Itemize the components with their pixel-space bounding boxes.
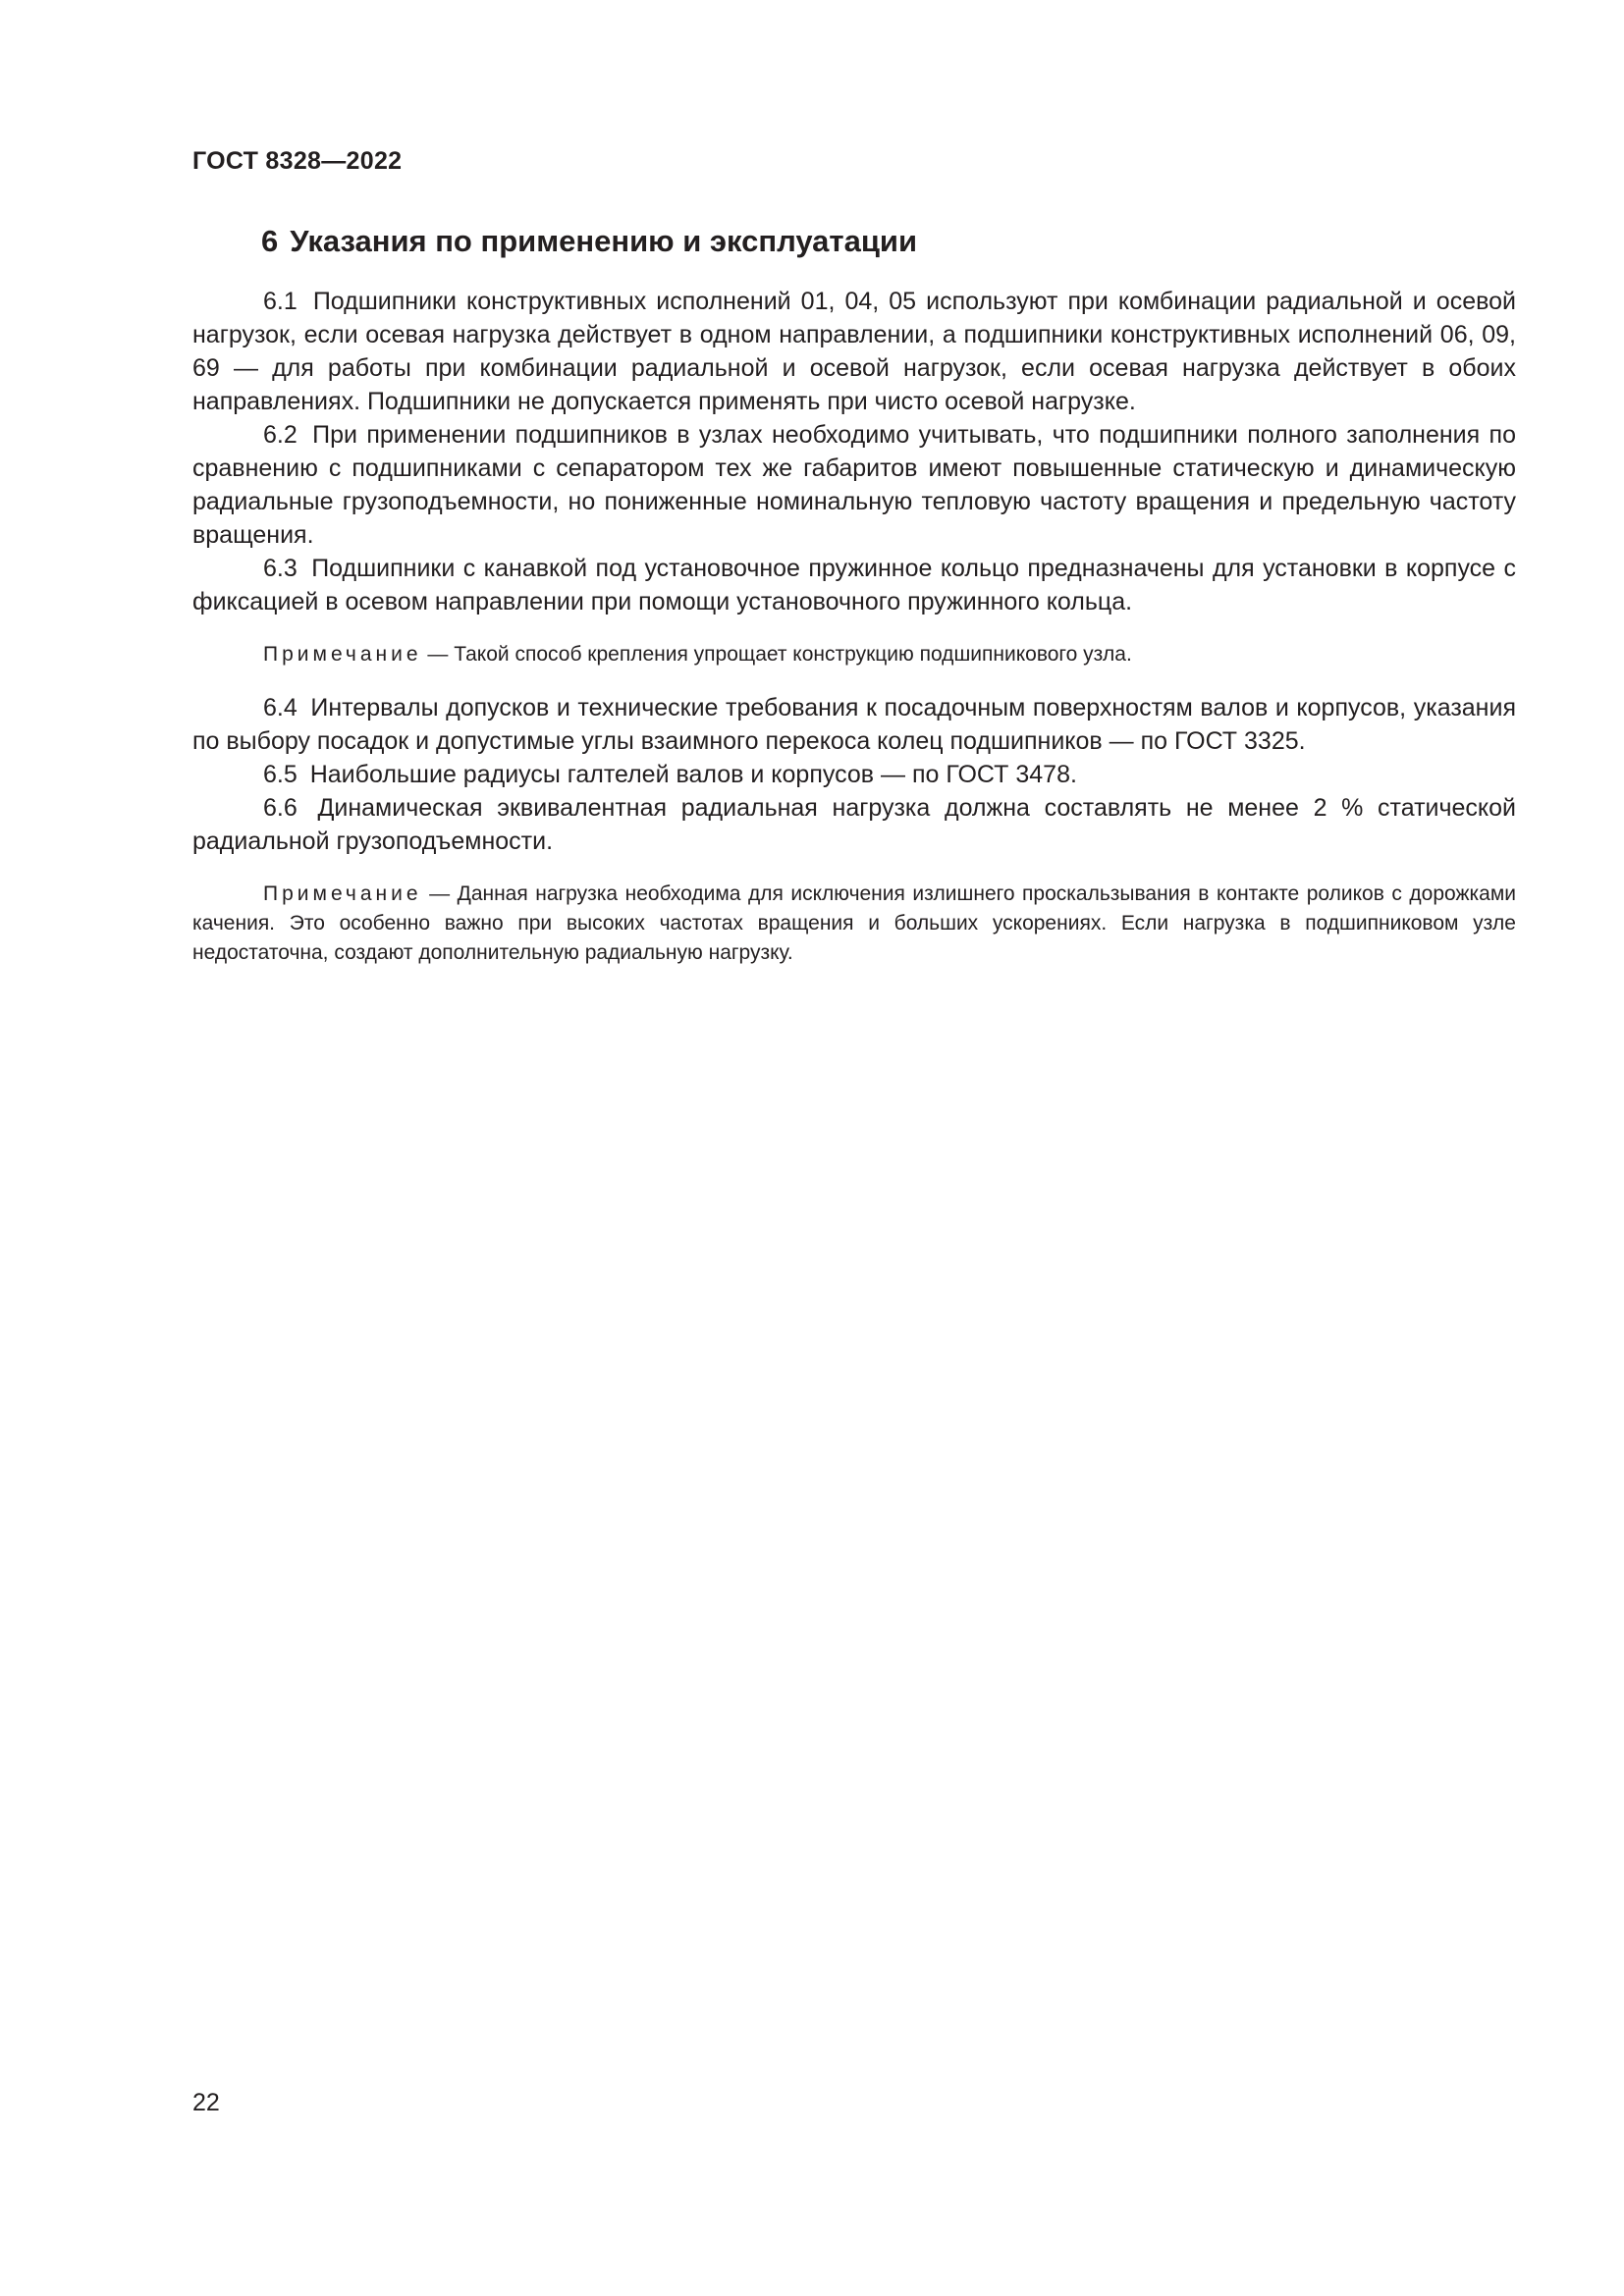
note-1: [192, 640, 1516, 669]
section-body: [192, 285, 1516, 989]
paragraph-number: 6.2: [263, 421, 298, 449]
paragraph-6-4: [192, 691, 1516, 758]
paragraph-number: 6.5: [263, 761, 298, 788]
paragraph-6-5: [192, 758, 1516, 791]
paragraph-text: Наибольшие радиусы галтелей валов и корпусов — по ГОСТ 3478.: [309, 761, 1077, 788]
note-2: [192, 880, 1516, 968]
page-number: 22: [192, 2089, 220, 2116]
paragraph-text: Подшипники с канавкой под установочное пружинное кольцо предназначены для установки в корпусе с фиксацией в осевом направлении при помощи установочного пружинного кольца.: [192, 555, 1516, 615]
running-header: ГОСТ 8328—2022: [192, 147, 403, 175]
document-page: [192, 0, 1516, 2296]
section-title: [261, 224, 917, 259]
paragraph-text: Интервалы допусков и технические требования к посадочным поверхностям валов и корпусов, указания по выбору посадок и допустимые углы взаимного перекоса колец подшипников — по ГОСТ 3325.: [192, 694, 1516, 755]
section-title-text: Указания по применению и эксплуатации: [290, 224, 918, 258]
note-text: — Такой способ крепления упрощает конструкцию подшипникового узла.: [427, 643, 1132, 666]
paragraph-6-2: [192, 418, 1516, 552]
paragraph-text: При применении подшипников в узлах необходимо учитывать, что подшипники полного заполнения по сравнению с подшипниками с сепаратором тех же габаритов имеют повышенные статическую и динамическую радиальные грузоподъемности, но пониженные номинальную тепловую частоту вращения и предельную частоту вращения.: [192, 421, 1516, 549]
paragraph-6-6: [192, 791, 1516, 858]
note-label: Примечание: [263, 643, 422, 666]
paragraph-text: Динамическая эквивалентная радиальная нагрузка должна составлять не менее 2 % статической радиальной грузоподъемности.: [192, 794, 1516, 855]
paragraph-number: 6.1: [263, 288, 298, 315]
note-text: — Данная нагрузка необходима для исключения излишнего проскальзывания в контакте роликов с дорожками качения. Это особенно важно при высоких частотах вращения и больших ускорениях. Если нагрузка в подшипниковом узле недостаточна, создают дополнительную радиальную нагрузку.: [192, 882, 1516, 964]
paragraph-number: 6.6: [263, 794, 298, 822]
paragraph-6-1: [192, 285, 1516, 418]
section-number: 6: [261, 224, 279, 258]
paragraph-6-3: [192, 552, 1516, 618]
paragraph-number: 6.3: [263, 555, 298, 582]
note-label: Примечание: [263, 882, 422, 905]
paragraph-number: 6.4: [263, 694, 298, 721]
paragraph-text: Подшипники конструктивных исполнений 01, 04, 05 используют при комбинации радиальной и осевой нагрузок, если осевая нагрузка действует в одном направлении, а подшипники конструктивных исполнений 06, 09, 69 — для работы при комбинации радиальной и осевой нагрузок, если осевая нагрузка действует в обоих направлениях. Подшипники не допускается применять при чисто осевой нагрузке.: [192, 288, 1516, 415]
